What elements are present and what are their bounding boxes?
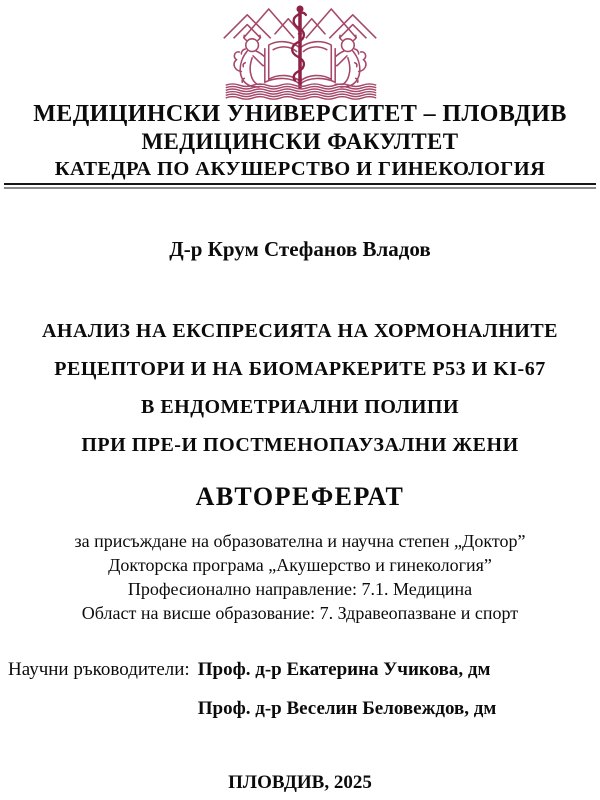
crest-waves-icon	[226, 84, 377, 99]
university-crest-icon	[214, 2, 386, 100]
degree-line: Професионално направление: 7.1. Медицина	[127, 579, 473, 599]
document-type-heading: АВТОРЕФЕРАТ	[195, 482, 405, 511]
degree-description	[0, 529, 600, 625]
university-name: МЕДИЦИНСКИ УНИВЕРСИТЕТ – ПЛОВДИВ	[33, 101, 567, 127]
faculty-name: МЕДИЦИНСКИ ФАКУЛТЕТ	[141, 129, 459, 154]
author-name: Д-р Крум Стефанов Владов	[169, 237, 431, 261]
logo-container	[0, 2, 600, 100]
title-line: ПРИ ПРЕ-И ПОСТМЕНОПАУЗАЛНИ ЖЕНИ	[81, 434, 519, 456]
supervisors-label: Научни ръководители:	[8, 659, 190, 680]
header-divider	[4, 183, 596, 189]
title-line: В ЕНДОМЕТРИАЛНИ ПОЛИПИ	[140, 396, 460, 418]
institution-header	[0, 100, 600, 183]
title-line: АНАЛИЗ НА ЕКСПРЕСИЯТА НА ХОРМОНАЛНИТЕ	[41, 320, 559, 342]
degree-line: Докторска програма „Акушерство и гинекология”	[108, 555, 492, 575]
department-name: КАТЕДРА ПО АКУШЕРСТВО И ГИНЕКОЛОГИЯ	[54, 158, 546, 180]
dissertation-title	[0, 312, 600, 464]
title-line: РЕЦЕПТОРИ И НА БИОМАРКЕРИТЕ P53 И KI-67	[54, 358, 546, 380]
city-year: ПЛОВДИВ, 2025	[228, 772, 372, 793]
degree-line: за присъждане на образователна и научна степен „Доктор”	[74, 531, 526, 551]
supervisors-block	[8, 659, 496, 720]
supervisor-name: Проф. д-р Екатерина Учикова, дм	[197, 659, 491, 680]
degree-line: Област на висше образование: 7. Здравеопазване и спорт	[81, 603, 519, 623]
supervisor-name: Проф. д-р Веселин Беловеждов, дм	[197, 698, 497, 719]
